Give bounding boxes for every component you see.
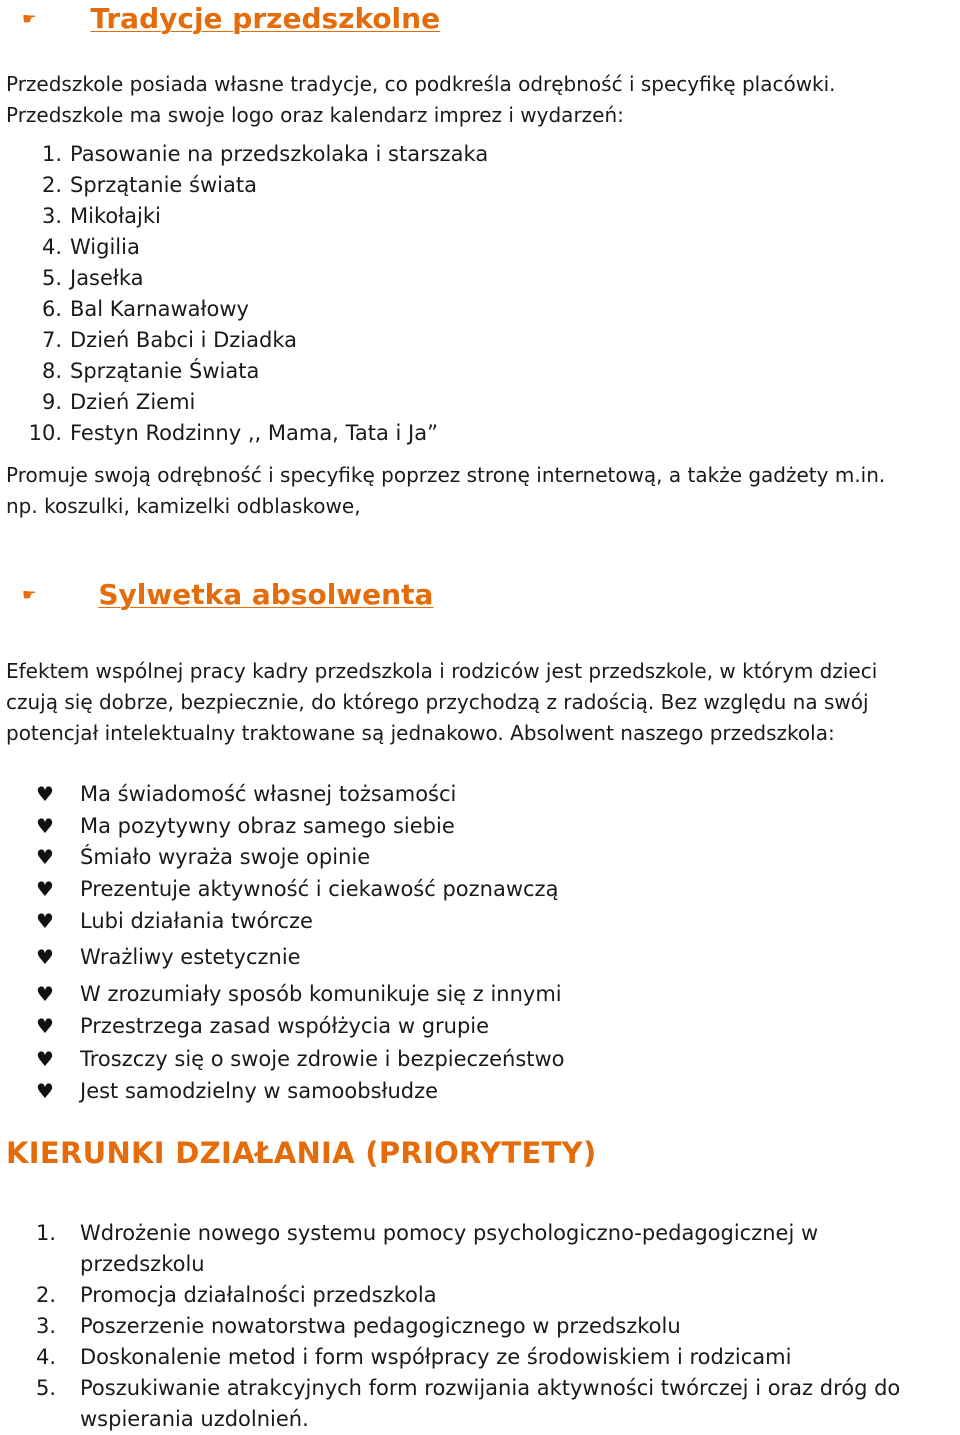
heart-icon: ♥ — [36, 1014, 54, 1038]
list-item: 7. Dzień Babci i Dziadka — [41, 328, 297, 352]
heart-icon: ♥ — [36, 945, 54, 969]
section-heading-tradycje — [22, 0, 440, 36]
intro-line: Przedszkole posiada własne tradycje, co podkreśla odrębność i specyfikę placówki. — [6, 72, 836, 96]
promo-line: Promuje swoją odrębność i specyfikę poprzez stronę internetową, a także gadżety m.in. — [6, 463, 886, 487]
intro-line: Przedszkole ma swoje logo oraz kalendarz imprez i wydarzeń: — [6, 103, 624, 127]
graduate-traits-list — [36, 778, 736, 1107]
list-item: 4. Wigilia — [41, 235, 140, 259]
list-item: ♥ Troszczy się o swoje zdrowie i bezpieczeństwo — [36, 1043, 736, 1075]
list-item: 6. Bal Karnawałowy — [41, 297, 249, 321]
list-item: 1. Wdrożenie nowego systemu pomocy psychologiczno-pedagogicznej w przedszkolu — [36, 1221, 819, 1276]
list-item: ♥ Lubi działania twórcze — [36, 905, 736, 941]
heart-icon: ♥ — [36, 982, 54, 1006]
list-item: ♥ Ma świadomość własnej tożsamości — [36, 778, 736, 810]
list-item: 3. Mikołajki — [41, 204, 161, 228]
heart-icon: ♥ — [36, 909, 54, 933]
priorities-list — [36, 1218, 936, 1435]
list-item: ♥ W zrozumiały sposób komunikuje się z innymi — [36, 978, 736, 1010]
graduate-paragraph-line: czują się dobrze, bezpiecznie, do którego przychodzą z radością. Bez względu na swój — [6, 690, 869, 714]
list-item: ♥ Jest samodzielny w samoobsłudze — [36, 1075, 736, 1107]
heart-icon: ♥ — [36, 845, 54, 869]
list-item: 2. Sprzątanie świata — [41, 173, 257, 197]
list-item: 5. Jasełka — [41, 266, 144, 290]
list-item: 1. Pasowanie na przedszkolaka i starszaka — [41, 142, 489, 166]
list-item: ♥ Ma pozytywny obraz samego siebie — [36, 810, 736, 841]
list-item: ♥ Przestrzega zasad współżycia w grupie — [36, 1010, 736, 1043]
section-title: Tradycje przedszkolne — [90, 1, 441, 35]
promo-line: np. koszulki, kamizelki odblaskowe, — [6, 494, 361, 518]
section-heading-sylwetka — [22, 576, 433, 612]
list-item: 3. Poszerzenie nowatorstwa pedagogicznego w przedszkolu — [36, 1314, 681, 1338]
list-item: 2. Promocja działalności przedszkola — [36, 1283, 437, 1307]
graduate-paragraph-line: Efektem wspólnej pracy kadry przedszkola i rodziców jest przedszkole, w którym dzieci — [6, 659, 878, 683]
heart-icon: ♥ — [36, 1047, 54, 1071]
list-item: ♥ Prezentuje aktywność i ciekawość poznawczą — [36, 873, 736, 905]
heart-icon: ♥ — [36, 877, 54, 901]
list-item: ♥ Śmiało wyraża swoje opinie — [36, 841, 736, 873]
list-item: 4. Doskonalenie metod i form współpracy ze środowiskiem i rodzicami — [36, 1345, 792, 1369]
list-item: 8. Sprzątanie Świata — [41, 359, 260, 383]
events-list — [0, 139, 700, 449]
pointing-hand-icon: ☛ — [22, 584, 37, 604]
heart-icon: ♥ — [36, 814, 54, 838]
heart-icon: ♥ — [36, 782, 54, 806]
section-title: Sylwetka absolwenta — [98, 577, 434, 611]
list-item: ♥ Wrażliwy estetycznie — [36, 941, 736, 978]
list-item: 9. Dzień Ziemi — [41, 390, 196, 414]
heart-icon: ♥ — [36, 1079, 54, 1103]
pointing-hand-icon: ☛ — [22, 8, 37, 28]
priorities-title: KIERUNKI DZIAŁANIA (PRIORYTETY) — [6, 1136, 597, 1170]
list-item: 10. Festyn Rodzinny ,, Mama, Tata i Ja” — [28, 421, 438, 445]
list-item: 5. Poszukiwanie atrakcyjnych form rozwijania aktywności twórczej i oraz dróg do wspierania uzdolnień. — [36, 1376, 901, 1431]
graduate-paragraph-line: potencjał intelektualny traktowane są jednakowo. Absolwent naszego przedszkola: — [6, 721, 835, 745]
